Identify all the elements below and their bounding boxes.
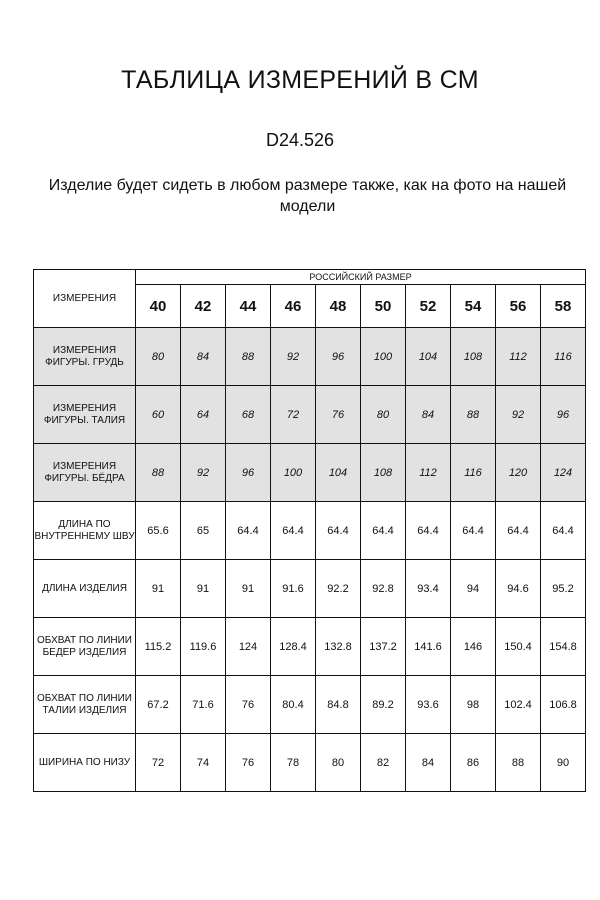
table-cell: 94.6 xyxy=(496,560,541,618)
table-cell: 76 xyxy=(316,386,361,444)
table-cell: 120 xyxy=(496,444,541,502)
table-row xyxy=(34,328,586,386)
size-table xyxy=(33,269,586,792)
table-cell: 112 xyxy=(406,444,451,502)
table-cell: 128.4 xyxy=(271,618,316,676)
table-cell: 93.4 xyxy=(406,560,451,618)
table-cell: 154.8 xyxy=(541,618,586,676)
table-cell: 116 xyxy=(451,444,496,502)
table-cell: 90 xyxy=(541,734,586,792)
table-cell: 96 xyxy=(226,444,271,502)
table-cell: 74 xyxy=(181,734,226,792)
table-cell: 84.8 xyxy=(316,676,361,734)
table-cell: 80.4 xyxy=(271,676,316,734)
size-header-cell: 56 xyxy=(496,285,541,328)
row-label: ОБХВАТ ПО ЛИНИИ БЕДЕР ИЗДЕЛИЯ xyxy=(34,618,136,676)
table-cell: 96 xyxy=(541,386,586,444)
size-header-cell: 52 xyxy=(406,285,451,328)
row-label: ИЗМЕРЕНИЯ ФИГУРЫ. ГРУДЬ xyxy=(34,328,136,386)
size-group-header: РОССИЙСКИЙ РАЗМЕР xyxy=(136,270,586,285)
table-cell: 91 xyxy=(136,560,181,618)
table-cell: 115.2 xyxy=(136,618,181,676)
size-header-cell: 50 xyxy=(361,285,406,328)
table-cell: 100 xyxy=(361,328,406,386)
table-cell: 124 xyxy=(226,618,271,676)
measurements-header: ИЗМЕРЕНИЯ xyxy=(34,270,136,328)
table-cell: 137.2 xyxy=(361,618,406,676)
table-cell: 64 xyxy=(181,386,226,444)
table-cell: 93.6 xyxy=(406,676,451,734)
table-cell: 119.6 xyxy=(181,618,226,676)
table-row xyxy=(34,676,586,734)
page-title: ТАБЛИЦА ИЗМЕРЕНИЙ В СМ xyxy=(121,66,479,94)
table-cell: 132.8 xyxy=(316,618,361,676)
table-cell: 112 xyxy=(496,328,541,386)
table-cell: 95.2 xyxy=(541,560,586,618)
table-cell: 65.6 xyxy=(136,502,181,560)
table-cell: 64.4 xyxy=(496,502,541,560)
table-cell: 84 xyxy=(181,328,226,386)
table-cell: 91 xyxy=(226,560,271,618)
table-cell: 104 xyxy=(406,328,451,386)
table-cell: 106.8 xyxy=(541,676,586,734)
table-cell: 64.4 xyxy=(271,502,316,560)
table-cell: 100 xyxy=(271,444,316,502)
row-label: ШИРИНА ПО НИЗУ xyxy=(34,734,136,792)
table-cell: 150.4 xyxy=(496,618,541,676)
table-cell: 80 xyxy=(316,734,361,792)
table-cell: 94 xyxy=(451,560,496,618)
size-header-cell: 48 xyxy=(316,285,361,328)
table-row xyxy=(34,444,586,502)
table-cell: 146 xyxy=(451,618,496,676)
table-cell: 67.2 xyxy=(136,676,181,734)
size-header-cell: 54 xyxy=(451,285,496,328)
table-cell: 76 xyxy=(226,734,271,792)
table-cell: 88 xyxy=(496,734,541,792)
table-cell: 84 xyxy=(406,386,451,444)
table-cell: 71.6 xyxy=(181,676,226,734)
table-cell: 64.4 xyxy=(451,502,496,560)
table-cell: 68 xyxy=(226,386,271,444)
table-cell: 98 xyxy=(451,676,496,734)
table-row xyxy=(34,734,586,792)
size-header-cell: 46 xyxy=(271,285,316,328)
table-row xyxy=(34,560,586,618)
table-cell: 108 xyxy=(451,328,496,386)
row-label: ДЛИНА ПО ВНУТРЕННЕМУ ШВУ xyxy=(34,502,136,560)
size-header-cell: 58 xyxy=(541,285,586,328)
row-label: ОБХВАТ ПО ЛИНИИ ТАЛИИ ИЗДЕЛИЯ xyxy=(34,676,136,734)
table-cell: 84 xyxy=(406,734,451,792)
table-cell: 92 xyxy=(496,386,541,444)
table-cell: 96 xyxy=(316,328,361,386)
table-cell: 102.4 xyxy=(496,676,541,734)
table-cell: 92.8 xyxy=(361,560,406,618)
table-cell: 141.6 xyxy=(406,618,451,676)
table-cell: 92 xyxy=(271,328,316,386)
table-cell: 64.4 xyxy=(361,502,406,560)
fit-note: Изделие будет сидеть в любом размере также, как на фото на нашей модели xyxy=(48,177,567,215)
table-cell: 64.4 xyxy=(226,502,271,560)
table-cell: 76 xyxy=(226,676,271,734)
product-code: D24.526 xyxy=(265,130,335,150)
table-cell: 80 xyxy=(136,328,181,386)
table-cell: 91.6 xyxy=(271,560,316,618)
table-cell: 88 xyxy=(136,444,181,502)
table-cell: 86 xyxy=(451,734,496,792)
table-cell: 64.4 xyxy=(316,502,361,560)
table-cell: 104 xyxy=(316,444,361,502)
table-cell: 116 xyxy=(541,328,586,386)
table-cell: 64.4 xyxy=(541,502,586,560)
table-cell: 78 xyxy=(271,734,316,792)
table-cell: 91 xyxy=(181,560,226,618)
table-cell: 82 xyxy=(361,734,406,792)
table-cell: 60 xyxy=(136,386,181,444)
table-cell: 88 xyxy=(226,328,271,386)
table-row xyxy=(34,618,586,676)
table-cell: 64.4 xyxy=(406,502,451,560)
table-row xyxy=(34,386,586,444)
table-cell: 72 xyxy=(271,386,316,444)
table-cell: 88 xyxy=(451,386,496,444)
table-cell: 92 xyxy=(181,444,226,502)
row-label: ДЛИНА ИЗДЕЛИЯ xyxy=(34,560,136,618)
row-label: ИЗМЕРЕНИЯ ФИГУРЫ. ТАЛИЯ xyxy=(34,386,136,444)
table-cell: 72 xyxy=(136,734,181,792)
size-header-cell: 44 xyxy=(226,285,271,328)
row-label: ИЗМЕРЕНИЯ ФИГУРЫ. БЁДРА xyxy=(34,444,136,502)
table-cell: 89.2 xyxy=(361,676,406,734)
table-cell: 108 xyxy=(361,444,406,502)
size-header-cell: 40 xyxy=(136,285,181,328)
table-cell: 80 xyxy=(361,386,406,444)
size-header-cell: 42 xyxy=(181,285,226,328)
table-cell: 65 xyxy=(181,502,226,560)
table-row xyxy=(34,502,586,560)
table-cell: 124 xyxy=(541,444,586,502)
table-cell: 92.2 xyxy=(316,560,361,618)
table-header-row xyxy=(34,270,586,285)
